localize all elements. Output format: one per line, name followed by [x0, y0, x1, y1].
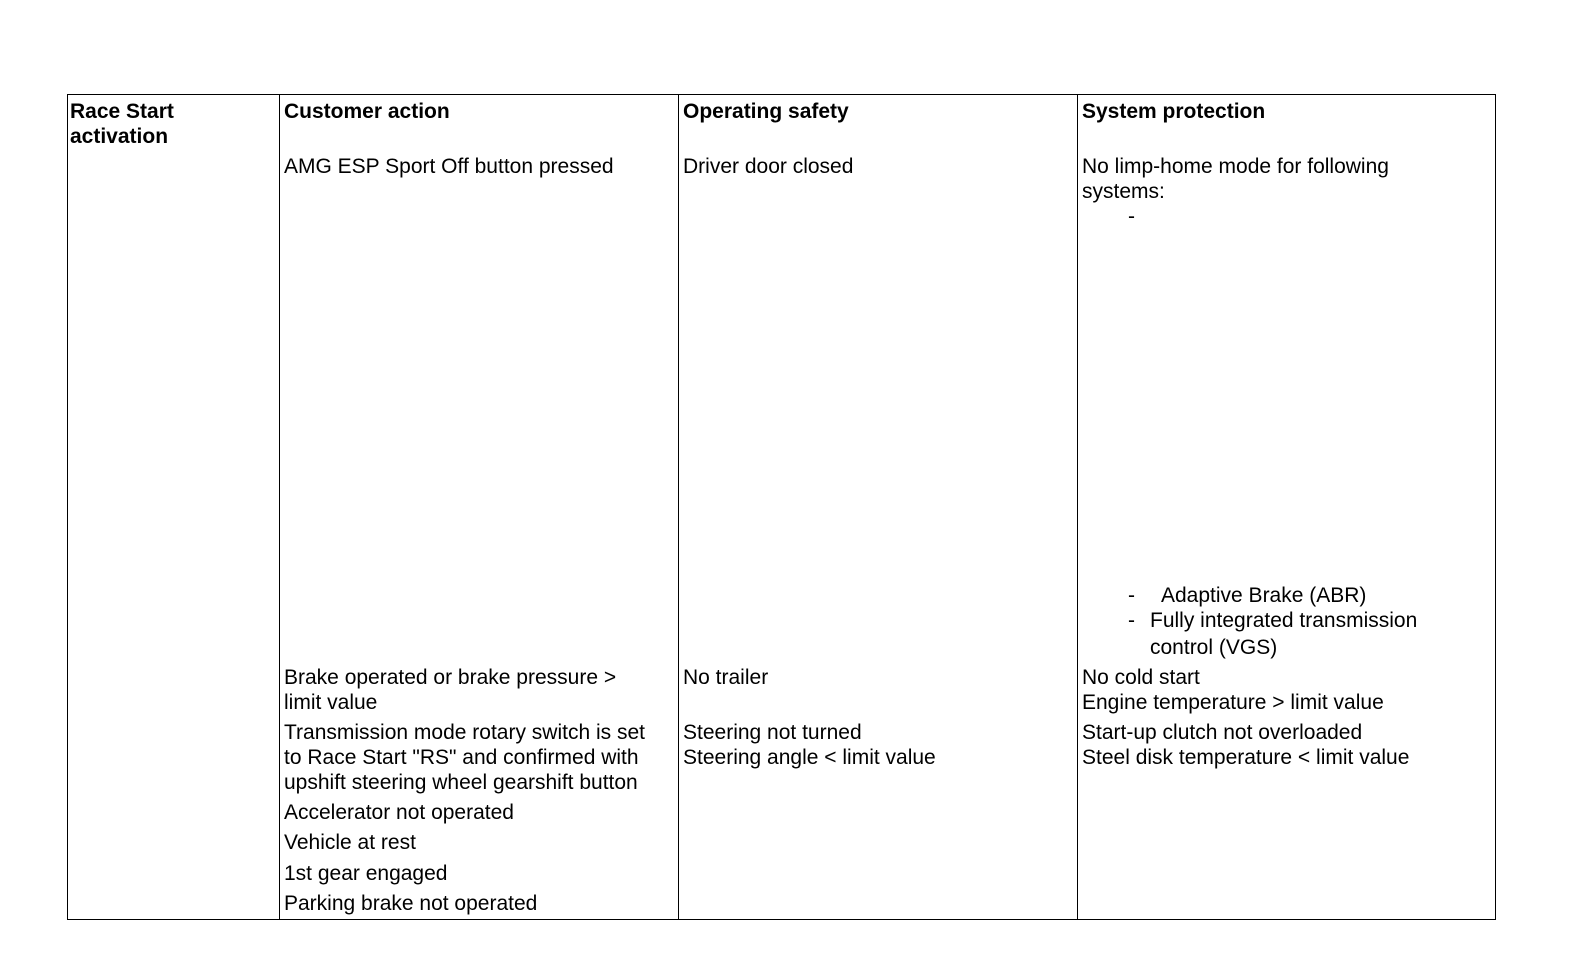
customer-action-item: 1st gear engaged	[284, 862, 448, 885]
column-divider	[1077, 95, 1078, 919]
system-protection-condition: Steel disk temperature < limit value	[1082, 746, 1410, 769]
bullet-dash: -	[1128, 584, 1135, 607]
operating-safety-item: Steering not turned	[683, 721, 862, 744]
system-protection-item-continuation: control (VGS)	[1150, 636, 1278, 659]
customer-action-item: Transmission mode rotary switch is set	[284, 721, 645, 744]
operating-safety-item: Steering angle < limit value	[683, 746, 936, 769]
header-operating-safety: Operating safety	[683, 100, 849, 123]
column-divider	[678, 95, 679, 919]
customer-action-item: limit value	[284, 691, 378, 714]
customer-action-item: Vehicle at rest	[284, 831, 416, 854]
header-race-start-line2: activation	[70, 125, 169, 148]
system-protection-condition: No cold start	[1082, 666, 1200, 689]
header-race-start: Race Start	[70, 100, 174, 123]
customer-action-item: Parking brake not operated	[284, 892, 538, 915]
bullet-dash: -	[1128, 609, 1135, 632]
operating-safety-item: Driver door closed	[683, 155, 854, 178]
system-protection-condition: Engine temperature > limit value	[1082, 691, 1384, 714]
customer-action-item: to Race Start "RS" and confirmed with	[284, 746, 639, 769]
header-customer-action: Customer action	[284, 100, 450, 123]
customer-action-item: upshift steering wheel gearshift button	[284, 771, 638, 794]
system-protection-intro: No limp-home mode for following	[1082, 155, 1389, 178]
conditions-table	[67, 94, 1496, 920]
operating-safety-item: No trailer	[683, 666, 769, 689]
header-system-protection: System protection	[1082, 100, 1266, 123]
system-protection-intro-line2: systems:	[1082, 180, 1165, 203]
customer-action-item: Accelerator not operated	[284, 801, 514, 824]
system-protection-item: Fully integrated transmission	[1150, 609, 1418, 632]
column-divider	[279, 95, 280, 919]
system-protection-item: Adaptive Brake (ABR)	[1161, 584, 1367, 607]
system-protection-condition: Start-up clutch not overloaded	[1082, 721, 1363, 744]
customer-action-item: Brake operated or brake pressure >	[284, 666, 617, 689]
customer-action-item: AMG ESP Sport Off button pressed	[284, 155, 614, 178]
bullet-dash: -	[1128, 205, 1135, 228]
